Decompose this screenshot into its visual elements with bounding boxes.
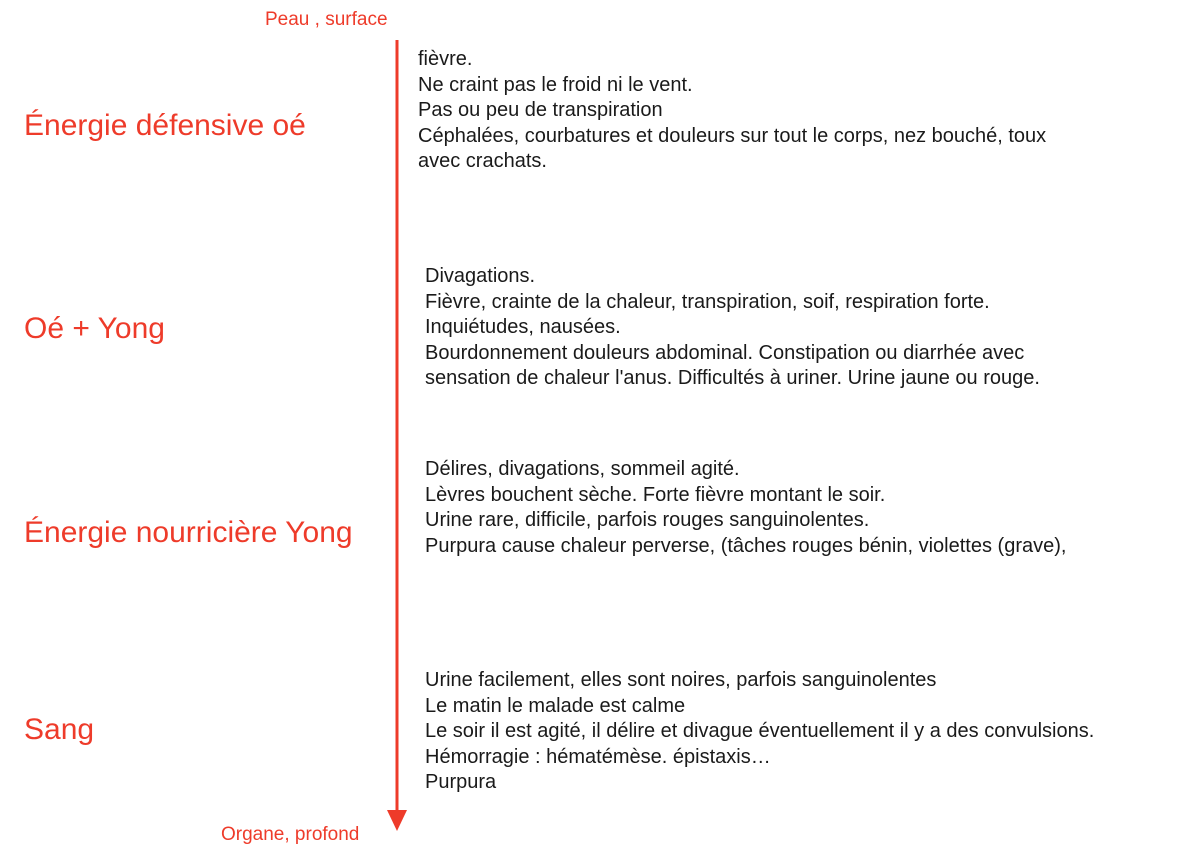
symptom-line: Urine facilement, elles sont noires, parfois sanguinolentes [425,669,937,691]
level-label-oe-yong: Oé + Yong [24,312,165,345]
level-label-energie-defensive: Énergie défensive oé [24,109,306,142]
symptom-line: Urine rare, difficile, parfois rouges sanguinolentes. [425,509,870,531]
symptom-line: Purpura cause chaleur perverse, (tâches rouges bénin, violettes (grave), [425,534,1067,557]
symptom-line: avec crachats. [418,150,547,172]
symptom-line: Pas ou peu de transpiration [418,99,663,121]
symptom-line: Ne craint pas le froid ni le vent. [418,73,693,96]
symptom-line: Délires, divagations, sommeil agité. [425,458,740,480]
depth-axis-arrowhead [387,810,407,831]
symptom-line: Céphalées, courbatures et douleurs sur tout le corps, nez bouché, toux [418,124,1047,147]
axis-bottom-label: Organe, profond [221,824,360,845]
symptom-line: Fièvre, crainte de la chaleur, transpiration, soif, respiration forte. [425,290,990,313]
symptom-line: Purpura [425,771,497,793]
symptom-line: sensation de chaleur l'anus. Difficultés à uriner. Urine jaune ou rouge. [425,367,1040,389]
symptom-line: Hémorragie : hématémèse. épistaxis… [425,745,771,768]
symptom-line: fièvre. [418,48,473,70]
symptoms-oe-yong [425,264,1040,392]
symptoms-energie-nourriciere [425,457,1066,559]
symptom-line: Inquiétudes, nausées. [425,316,621,338]
symptom-line: Divagations. [425,265,536,287]
symptoms-sang [425,668,1094,796]
symptom-line: Lèvres bouchent sèche. Forte fièvre montant le soir. [425,483,886,506]
symptom-line: Le soir il est agité, il délire et divague éventuellement il y a des convulsions. [425,720,1095,742]
symptom-line: Le matin le malade est calme [425,694,686,717]
level-label-energie-nourriciere: Énergie nourricière Yong [24,516,353,549]
symptom-line: Bourdonnement douleurs abdominal. Constipation ou diarrhée avec [425,341,1025,364]
symptoms-energie-defensive [418,47,1046,175]
axis-top-label: Peau , surface [265,9,388,30]
level-label-sang: Sang [24,713,95,746]
